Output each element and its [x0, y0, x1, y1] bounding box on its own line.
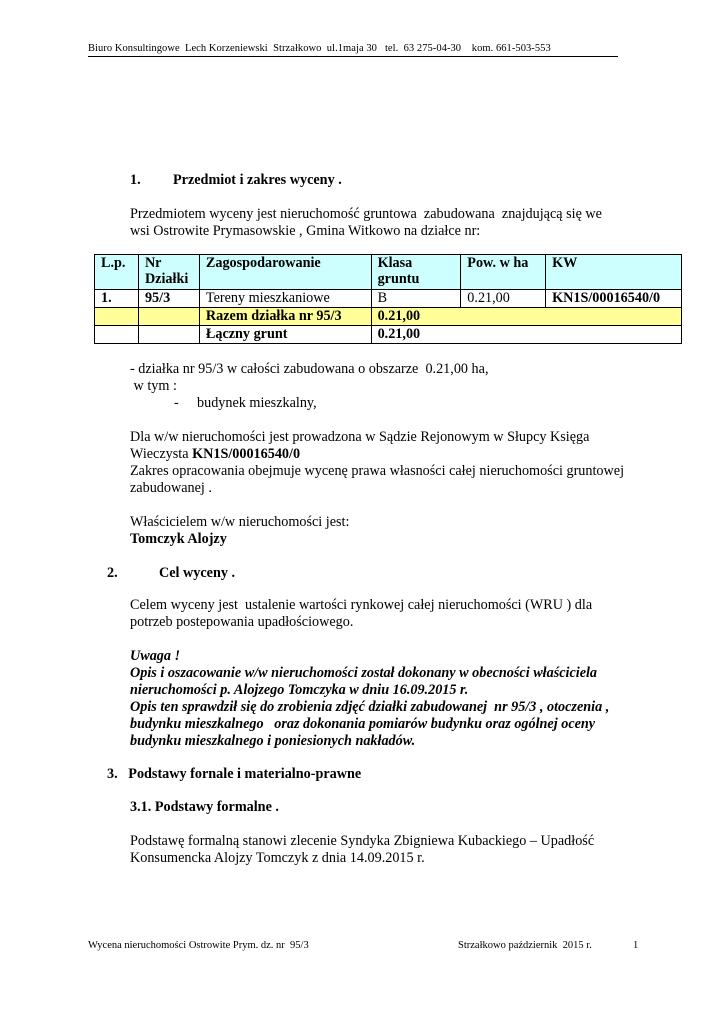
header-zagospodarowanie: Zagospodarowanie — [199, 255, 371, 290]
note-line-1: Opis i oszacowanie w/w nieruchomości został dokonany w obecności właściciela — [130, 665, 598, 681]
kw-number: KN1S/00016540/0 — [192, 446, 301, 462]
note-line-2: nieruchomości p. Alojzego Tomczyka w dniu 16.09.2015 r. — [130, 682, 469, 698]
header-lp: L.p. — [95, 255, 139, 290]
section-1-intro-line-2: wsi Ostrowite Prymasowskie , Gmina Witkowo na działce nr: — [130, 223, 481, 239]
owner-name: Tomczyk Alojzy — [130, 531, 227, 547]
section-2-number: 2. — [107, 565, 118, 581]
section-1-intro-line-1: Przedmiotem wyceny jest nieruchomość gruntowa zabudowana znajdującą się we — [130, 206, 602, 222]
para1-line-2: w tym : — [130, 378, 177, 394]
section-2-line-2: potrzeb postepowania upadłościowego. — [130, 614, 354, 630]
section-2-title: Cel wyceny . — [159, 565, 236, 581]
header-pow: Pow. w ha — [461, 255, 546, 290]
cell-lp: 1. — [95, 290, 139, 308]
para2-line-4: zabudowanej . — [130, 480, 212, 496]
section-1-number: 1. — [130, 172, 141, 188]
cell-klasa: B — [371, 290, 461, 308]
sum-label: Razem działka nr 95/3 — [199, 308, 371, 326]
para2-line-1: Dla w/w nieruchomości jest prowadzona w Sądzie Rejonowym w Słupcy Księga — [130, 429, 590, 445]
cell-kw: KN1S/00016540/0 — [546, 290, 682, 308]
table-total-row — [95, 326, 682, 344]
table-row — [95, 290, 682, 308]
table-sum-row — [95, 308, 682, 326]
cell-nr: 95/3 — [138, 290, 199, 308]
note-heading: Uwaga ! — [130, 648, 181, 664]
note-line-5: budynku mieszkalnego i poniesionych nakładów. — [130, 733, 416, 749]
total-label: Łączny grunt — [199, 326, 371, 344]
header-kw: KW — [546, 255, 682, 290]
para1-bullet-text: budynek mieszkalny, — [197, 395, 317, 411]
para1-bullet: - — [174, 395, 179, 411]
page-number: 1 — [633, 940, 639, 951]
parcels-table — [94, 254, 682, 344]
header-klasa-gruntu: Klasa gruntu — [371, 255, 461, 290]
section-3-line-1: Podstawę formalną stanowi zlecenie Syndyka Zbigniewa Kubackiego – Upadłość — [130, 833, 595, 849]
footer-right: Strzałkowo październik 2015 r. — [458, 940, 592, 951]
para1-line-1: - działka nr 95/3 w całości zabudowana o obszarze 0.21,00 ha, — [130, 361, 489, 377]
footer-left: Wycena nieruchomości Ostrowite Prym. dz. nr 95/3 — [88, 940, 309, 951]
total-value: 0.21,00 — [371, 326, 681, 344]
note-line-3: Opis ten sprawdził się do zrobienia zdjęć działki zabudowanej nr 95/3 , otoczenia , — [130, 699, 610, 715]
section-3-line-2: Konsumencka Alojzy Tomczyk z dnia 14.09.2015 r. — [130, 850, 425, 866]
para2-line-3: Zakres opracowania obejmuje wycenę prawa własności całej nieruchomości gruntowej — [130, 463, 625, 479]
cell-pow: 0.21,00 — [461, 290, 546, 308]
section-2-line-1: Celem wyceny jest ustalenie wartości rynkowej całej nieruchomości (WRU ) dla — [130, 597, 593, 613]
para2-line-2: Wieczysta KN1S/00016540/0 — [130, 446, 301, 462]
section-3-1-title: 3.1. Podstawy formalne . — [130, 799, 279, 815]
note-line-4: budynku mieszkalnego oraz dokonania pomiarów budynku oraz ogólnej oceny — [130, 716, 596, 732]
owner-label: Właścicielem w/w nieruchomości jest: — [130, 514, 350, 530]
section-1-title: Przedmiot i zakres wyceny . — [173, 172, 342, 188]
table-header-row — [95, 255, 682, 290]
section-3-title: 3. Podstawy fornale i materialno-prawne — [107, 766, 362, 782]
cell-zag: Tereny mieszkaniowe — [199, 290, 371, 308]
sum-value: 0.21,00 — [371, 308, 681, 326]
header-nr-dzialki: Nr Działki — [138, 255, 199, 290]
page-header: Biuro Konsultingowe Lech Korzeniewski Strzałkowo ul.1maja 30 tel. 63 275-04-30 kom. 661-503-553 — [88, 43, 618, 57]
